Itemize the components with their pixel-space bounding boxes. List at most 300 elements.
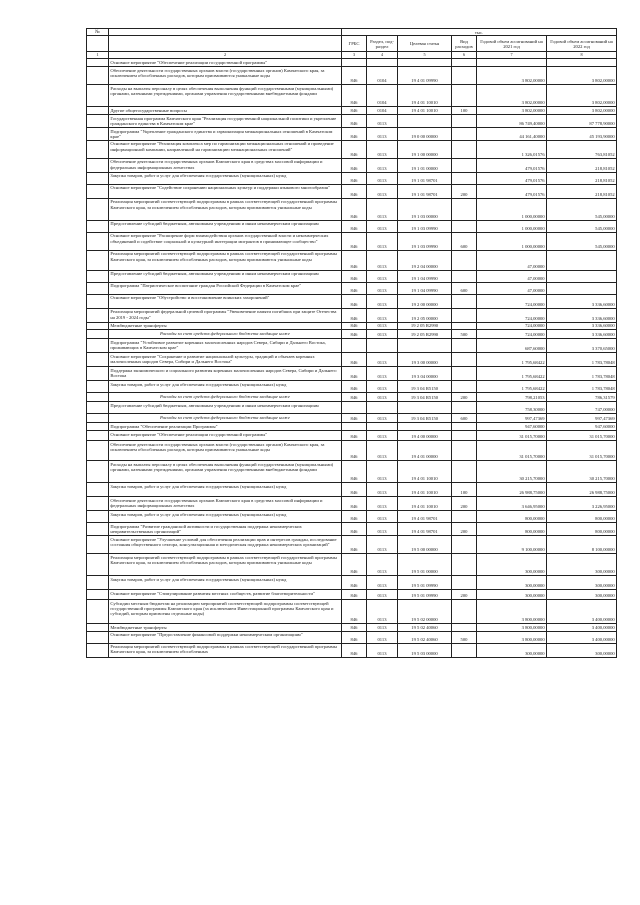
row-section: 0113 [367, 172, 398, 184]
header-section: Раздел, под-раздел [367, 36, 398, 52]
row-number [87, 184, 109, 198]
row-section: 0113 [367, 431, 398, 441]
row-amount-2021: 1 000,00000 [477, 232, 547, 250]
row-name: Закупка товаров, работ и услуг для обеспечения государственных (муниципальных) нужд [109, 576, 342, 590]
row-type: 600 [452, 414, 477, 423]
row-amount-2022: 300,00000 [547, 590, 617, 600]
row-section: 0113 [367, 590, 398, 600]
row-section: 0113 [367, 198, 398, 220]
row-target: 19 3 04 R5150 [398, 393, 452, 402]
row-name: Расходы на выплаты персоналу в целях обеспечения выполнения функций государственными (муниципальными) органами, казенными учреждениями, органами управления государственными внебюджетными фондами [109, 85, 342, 107]
table-row [87, 381, 617, 393]
table-row [87, 511, 617, 523]
row-type [452, 643, 477, 657]
row-amount-2022: 3 226,95000 [547, 497, 617, 511]
table-row [87, 441, 617, 461]
row-number [87, 600, 109, 624]
row-number [87, 367, 109, 381]
table-row [87, 172, 617, 184]
row-section: 0113 [367, 461, 398, 483]
table-row [87, 128, 617, 141]
row-amount-2021: 3 802,00000 [477, 85, 547, 107]
table-row [87, 393, 617, 402]
row-number [87, 402, 109, 414]
row-section: 0104 [367, 107, 398, 115]
row-grbs [342, 59, 367, 67]
row-amount-2022: 3 802,00000 [547, 85, 617, 107]
header-empty [109, 29, 342, 36]
table-row [87, 483, 617, 497]
row-amount-2021: 479,01576 [477, 172, 547, 184]
row-amount-2022: 3 336,60000 [547, 308, 617, 322]
table-row [87, 402, 617, 414]
row-amount-2022: 3 370,65000 [547, 339, 617, 353]
row-grbs: 846 [342, 554, 367, 576]
row-amount-2021: 47,00000 [477, 282, 547, 294]
row-section [367, 423, 398, 431]
row-section: 0113 [367, 322, 398, 329]
row-number [87, 431, 109, 441]
row-number [87, 322, 109, 329]
row-target: 19 1 04 09990 [398, 282, 452, 294]
row-section: 0113 [367, 115, 398, 128]
row-amount-2021: 3 802,00000 [477, 67, 547, 85]
row-name: Основное мероприятие "Обеспечение реализации государственной программы" [109, 59, 342, 67]
row-target: 19 5 01 09990 [398, 590, 452, 600]
row-amount-2022: 3 336,60000 [547, 330, 617, 339]
row-amount-2022: 3 336,60000 [547, 322, 617, 329]
row-grbs: 846 [342, 184, 367, 198]
row-section: 0113 [367, 184, 398, 198]
row-name: Предоставление субсидий бюджетным, автономным учреждениям и иным некоммерческим организациям [109, 270, 342, 282]
row-amount-2021: 3 800,00000 [477, 631, 547, 643]
row-grbs: 846 [342, 308, 367, 322]
row-amount-2021: 300,00000 [477, 643, 547, 657]
col-number: 1 [87, 52, 109, 59]
row-grbs: 846 [342, 107, 367, 115]
row-amount-2021: 1 795,68422 [477, 367, 547, 381]
row-grbs: 846 [342, 128, 367, 141]
row-amount-2021: 1 795,68422 [477, 381, 547, 393]
row-name: Предоставление субсидий бюджетным, автономным учреждениям и иным некоммерческим организациям [109, 220, 342, 232]
row-type [452, 441, 477, 461]
row-type [452, 461, 477, 483]
row-section: 0104 [367, 85, 398, 107]
row-target: 19 3 04 R5150 [398, 414, 452, 423]
header-target: Целевая статья [398, 36, 452, 52]
row-amount-2022: 31 015,70000 [547, 431, 617, 441]
table-row [87, 523, 617, 536]
row-grbs: 846 [342, 381, 367, 393]
row-section: 0113 [367, 158, 398, 172]
row-type [452, 250, 477, 270]
table-row [87, 220, 617, 232]
row-target [398, 339, 452, 353]
row-section [367, 339, 398, 353]
row-amount-2022: 800,00000 [547, 511, 617, 523]
row-name: Межбюджетные трансферты [109, 624, 342, 631]
row-amount-2022: 3 336,60000 [547, 294, 617, 308]
row-amount-2022: 300,00000 [547, 643, 617, 657]
row-number [87, 554, 109, 576]
row-number [87, 158, 109, 172]
row-amount-2022: 800,00000 [547, 523, 617, 536]
row-section: 0104 [367, 67, 398, 85]
row-section: 0113 [367, 308, 398, 322]
row-number [87, 140, 109, 158]
row-number [87, 232, 109, 250]
row-type [452, 322, 477, 329]
row-section: 0113 [367, 624, 398, 631]
row-name: Основное мероприятие "Реализация комплекса мер по гармонизации межнациональных отношений и проведение информационной кампании, направленной на гармонизацию межнациональных отношений" [109, 140, 342, 158]
row-amount-2021: 30 215,70000 [477, 461, 547, 483]
row-section: 0113 [367, 643, 398, 657]
row-type: 200 [452, 590, 477, 600]
row-amount-2021: 44 161,40000 [477, 128, 547, 141]
table-row [87, 536, 617, 554]
row-target: 19 1 04 09990 [398, 270, 452, 282]
row-number [87, 67, 109, 85]
budget-rows [87, 59, 617, 657]
row-target: 19 1 01 00000 [398, 158, 452, 172]
row-amount-2021: 47,00000 [477, 250, 547, 270]
row-target: 19 5 02 40060 [398, 624, 452, 631]
row-type: 600 [452, 232, 477, 250]
row-target: 19 1 03 09990 [398, 232, 452, 250]
row-target: 19 4 01 00000 [398, 441, 452, 461]
row-target: 19 4 01 10010 [398, 461, 452, 483]
header-no: № [87, 29, 109, 36]
row-number [87, 107, 109, 115]
table-row [87, 232, 617, 250]
row-amount-2022 [547, 270, 617, 282]
row-grbs: 846 [342, 414, 367, 423]
row-amount-2021: 47,00000 [477, 270, 547, 282]
row-grbs: 846 [342, 322, 367, 329]
row-type [452, 308, 477, 322]
row-target [398, 59, 452, 67]
row-grbs [342, 339, 367, 353]
header-blank [87, 36, 109, 52]
row-target: 19 1 00 00000 [398, 140, 452, 158]
row-target: 19 4 01 98701 [398, 511, 452, 523]
row-amount-2022: 31 015,70000 [547, 441, 617, 461]
row-target: 19 5 01 00000 [398, 554, 452, 576]
row-type [452, 402, 477, 414]
row-number [87, 59, 109, 67]
row-target: 19 1 01 98701 [398, 172, 452, 184]
row-target: 19 2 05 R2990 [398, 322, 452, 329]
row-number [87, 353, 109, 367]
row-section: 0113 [367, 414, 398, 423]
row-grbs: 846 [342, 441, 367, 461]
table-row [87, 250, 617, 270]
row-amount-2021: 31 015,70000 [477, 441, 547, 461]
table-row [87, 67, 617, 85]
row-type [452, 172, 477, 184]
row-amount-2021: 3 646,95000 [477, 497, 547, 511]
row-name: Реализация мероприятий соответствующей подпрограммы в рамках соответствующей государственной программы Камчатского края, за исключением обособленных [109, 643, 342, 657]
row-amount-2022 [547, 282, 617, 294]
header-row [87, 36, 617, 52]
row-type [452, 536, 477, 554]
row-amount-2021: 800,00000 [477, 511, 547, 523]
row-amount-2022 [547, 250, 617, 270]
row-amount-2021 [477, 59, 547, 67]
row-name: Основное мероприятие "Предоставление финансовой поддержки некоммерческим организациям" [109, 631, 342, 643]
header-2022: Годовой объем ассигнований на 2022 год [547, 36, 617, 52]
row-type [452, 294, 477, 308]
row-amount-2022: 45 193,90000 [547, 128, 617, 141]
row-target: 19 5 02 40060 [398, 631, 452, 643]
table-row [87, 576, 617, 590]
table-row [87, 198, 617, 220]
row-name: Предоставление субсидий бюджетным, автономным учреждениям и иным некоммерческим организациям [109, 402, 342, 414]
row-grbs: 846 [342, 483, 367, 497]
table-row [87, 330, 617, 339]
row-amount-2021: 86 749,40000 [477, 115, 547, 128]
row-name: Обеспечение деятельности государственных органов власти (государственных органов) Камчатского края, за исключением обособленных расходов, которым присваиваются уникальные коды [109, 67, 342, 85]
table-row [87, 107, 617, 115]
row-target: 19 4 00 00000 [398, 431, 452, 441]
row-number [87, 643, 109, 657]
row-amount-2022: 1 783,78048 [547, 367, 617, 381]
row-number [87, 270, 109, 282]
budget-sheet [86, 28, 616, 658]
row-number [87, 198, 109, 220]
header-number-row [87, 52, 617, 59]
row-section: 0113 [367, 381, 398, 393]
table-row [87, 270, 617, 282]
row-number [87, 631, 109, 643]
row-grbs: 846 [342, 85, 367, 107]
row-section: 0113 [367, 483, 398, 497]
row-grbs: 846 [342, 367, 367, 381]
row-target: 19 5 00 00000 [398, 536, 452, 554]
row-type [452, 128, 477, 141]
row-name: Реализация мероприятий федеральной целевой программы "Увековечение памяти погибших при защите Отечества на 2019 - 2024 годы" [109, 308, 342, 322]
row-section: 0113 [367, 270, 398, 282]
row-number [87, 511, 109, 523]
row-target: 19 4 01 10010 [398, 483, 452, 497]
row-name: Закупка товаров, работ и услуг для обеспечения государственных (муниципальных) нужд [109, 381, 342, 393]
row-number [87, 381, 109, 393]
row-section: 0113 [367, 536, 398, 554]
row-type: 200 [452, 393, 477, 402]
row-target: 19 4 01 98701 [398, 523, 452, 536]
row-name: Обеспечение деятельности государственных органов власти (государственных органов) Камчатского края, за исключением обособленных расходов, которым присваиваются уникальные коды [109, 441, 342, 461]
row-section: 0113 [367, 330, 398, 339]
row-amount-2021: 1 795,68422 [477, 353, 547, 367]
row-amount-2022: 30 215,70000 [547, 461, 617, 483]
row-grbs: 846 [342, 600, 367, 624]
row-target [398, 115, 452, 128]
row-section: 0113 [367, 294, 398, 308]
row-number [87, 441, 109, 461]
row-section: 0113 [367, 523, 398, 536]
row-amount-2021: 3 800,00000 [477, 624, 547, 631]
row-name: Межбюджетные трансферты [109, 322, 342, 329]
row-section: 0113 [367, 576, 398, 590]
table-row [87, 339, 617, 353]
row-target: 19 5 03 00000 [398, 643, 452, 657]
row-amount-2022: 3 802,00000 [547, 107, 617, 115]
row-target: 19 4 01 10010 [398, 497, 452, 511]
col-number: 6 [452, 52, 477, 59]
row-name: Подпрограмма "Патриотическое воспитание граждан Российской Федерации в Камчатском крае" [109, 282, 342, 294]
row-amount-2022: 3 400,00000 [547, 600, 617, 624]
row-name: Другие общегосударственные вопросы [109, 107, 342, 115]
table-row [87, 282, 617, 294]
row-number [87, 461, 109, 483]
row-number [87, 294, 109, 308]
table-row [87, 600, 617, 624]
row-amount-2021: 724,00000 [477, 308, 547, 322]
row-amount-2021: 724,00000 [477, 330, 547, 339]
row-amount-2022: 218,81052 [547, 184, 617, 198]
row-grbs: 846 [342, 232, 367, 250]
row-section: 0113 [367, 140, 398, 158]
table-row [87, 497, 617, 511]
row-section: 0113 [367, 631, 398, 643]
row-name: Субсидии местным бюджетам на реализацию мероприятий соответствующей подпрограммы соответствующей государственной программы Камчатского края (за исключением Инвестиционной программы Камчатского края и субсидий, которым присвоены отдельные коды) [109, 600, 342, 624]
row-type: 500 [452, 631, 477, 643]
row-amount-2021: 9 100,00000 [477, 536, 547, 554]
row-grbs: 846 [342, 270, 367, 282]
row-name: Подпрограмма "Укрепление гражданского единства и гармонизация межнациональных отношений в Камчатском крае" [109, 128, 342, 141]
row-type [452, 600, 477, 624]
row-name: Подпрограмма "Развитие гражданской активности и государственная поддержка некоммерческих неправительственных организаций" [109, 523, 342, 536]
row-number [87, 590, 109, 600]
row-target: 19 3 04 00000 [398, 367, 452, 381]
row-grbs: 846 [342, 67, 367, 85]
row-name: Государственная программа Камчатского края "Реализация государственной национальной политики и укрепление гражданского единства в Камчатском крае" [109, 115, 342, 128]
row-section: 0113 [367, 600, 398, 624]
row-name: Основное мероприятие "Расширение форм взаимодействия органов государственной власти и некоммерческих объединений и содействие социальной и культурной интеграции мигрантов в принимающее сообщество" [109, 232, 342, 250]
row-note: Расходы за счет средств федерального бюджета входящие ниже [109, 330, 342, 339]
row-grbs: 846 [342, 172, 367, 184]
row-name: Основное мероприятие "Обустройство и восстановление воинских захоронений" [109, 294, 342, 308]
row-type [452, 67, 477, 85]
row-grbs: 846 [342, 158, 367, 172]
row-name: Обеспечение деятельности государственных органов Камчатского края в средствах массовой информации и федеральных информационных агентствах [109, 158, 342, 172]
row-name: Основное мероприятие "Сохранение и развитие национальной культуры, традиций и обычаев коренных малочисленных народов Севера, Сибири и Дальнего Востока" [109, 353, 342, 367]
row-amount-2022: 1 783,78048 [547, 381, 617, 393]
row-section: 0113 [367, 250, 398, 270]
row-number [87, 393, 109, 402]
row-grbs: 846 [342, 431, 367, 441]
row-target: 19 1 03 09990 [398, 220, 452, 232]
table-row [87, 322, 617, 329]
row-amount-2021: 800,00000 [477, 523, 547, 536]
row-grbs: 846 [342, 643, 367, 657]
row-target [398, 402, 452, 414]
row-amount-2021: 300,00000 [477, 590, 547, 600]
row-target: 19 0 00 00000 [398, 128, 452, 141]
header-units-row [87, 29, 617, 36]
col-number: 2 [109, 52, 342, 59]
row-amount-2021: 947,60000 [477, 423, 547, 431]
row-section: 0113 [367, 128, 398, 141]
table-row [87, 367, 617, 381]
row-amount-2021: 300,00000 [477, 554, 547, 576]
row-amount-2021: 724,00000 [477, 294, 547, 308]
row-amount-2022: 3 400,00000 [547, 624, 617, 631]
table-row [87, 140, 617, 158]
row-type [452, 198, 477, 220]
col-number: 5 [398, 52, 452, 59]
row-type [452, 140, 477, 158]
row-number [87, 308, 109, 322]
row-section: 0113 [367, 232, 398, 250]
row-grbs: 846 [342, 353, 367, 367]
row-number [87, 414, 109, 423]
row-amount-2021: 479,01576 [477, 184, 547, 198]
row-section: 0113 [367, 554, 398, 576]
budget-table [86, 28, 617, 658]
row-grbs: 846 [342, 511, 367, 523]
table-row [87, 115, 617, 128]
row-number [87, 536, 109, 554]
col-number: 3 [342, 52, 367, 59]
row-target: 19 1 01 98701 [398, 184, 452, 198]
row-name: Расходы на выплаты персоналу в целях обеспечения выполнения функций государственными (муниципальными) органами, казенными учреждениями, органами управления государственными внебюджетными фондами [109, 461, 342, 483]
row-target: 19 3 00 00000 [398, 353, 452, 367]
row-section: 0113 [367, 393, 398, 402]
row-amount-2022: 997,47369 [547, 414, 617, 423]
table-row [87, 414, 617, 423]
header-units: тыс. [342, 29, 617, 36]
row-type: 100 [452, 483, 477, 497]
row-amount-2022: 947,60000 [547, 423, 617, 431]
row-grbs: 846 [342, 461, 367, 483]
row-amount-2021: 26 988,75000 [477, 483, 547, 497]
row-grbs: 846 [342, 115, 367, 128]
table-row [87, 308, 617, 322]
table-row [87, 423, 617, 431]
table-row [87, 643, 617, 657]
row-amount-2021: 1 000,00000 [477, 198, 547, 220]
row-grbs: 846 [342, 198, 367, 220]
row-section [367, 402, 398, 414]
row-section: 0113 [367, 282, 398, 294]
row-name: Подпрограмма "Обеспечение реализации Программы" [109, 423, 342, 431]
row-grbs: 846 [342, 330, 367, 339]
row-amount-2022: 26 988,75000 [547, 483, 617, 497]
row-amount-2022: 87 778,90000 [547, 115, 617, 128]
row-grbs: 846 [342, 576, 367, 590]
row-type: 200 [452, 523, 477, 536]
table-row [87, 158, 617, 172]
row-type [452, 353, 477, 367]
row-amount-2021: 1 000,00000 [477, 220, 547, 232]
header-2021: Годовой объем ассигнований на 2021 год [477, 36, 547, 52]
row-amount-2022: 8 100,00000 [547, 536, 617, 554]
row-amount-2022: 3 802,00000 [547, 67, 617, 85]
row-target: 19 2 05 00000 [398, 308, 452, 322]
row-amount-2022: 1 783,78048 [547, 353, 617, 367]
row-note: Расходы за счет средств федерального бюджета входящие ниже [109, 393, 342, 402]
row-amount-2021: 798,21053 [477, 393, 547, 402]
row-grbs: 846 [342, 497, 367, 511]
row-type [452, 431, 477, 441]
table-row [87, 184, 617, 198]
row-section: 0113 [367, 497, 398, 511]
table-row [87, 631, 617, 643]
row-type [452, 220, 477, 232]
header-grbs: ГРБС [342, 36, 367, 52]
row-amount-2021: 758,30000 [477, 402, 547, 414]
